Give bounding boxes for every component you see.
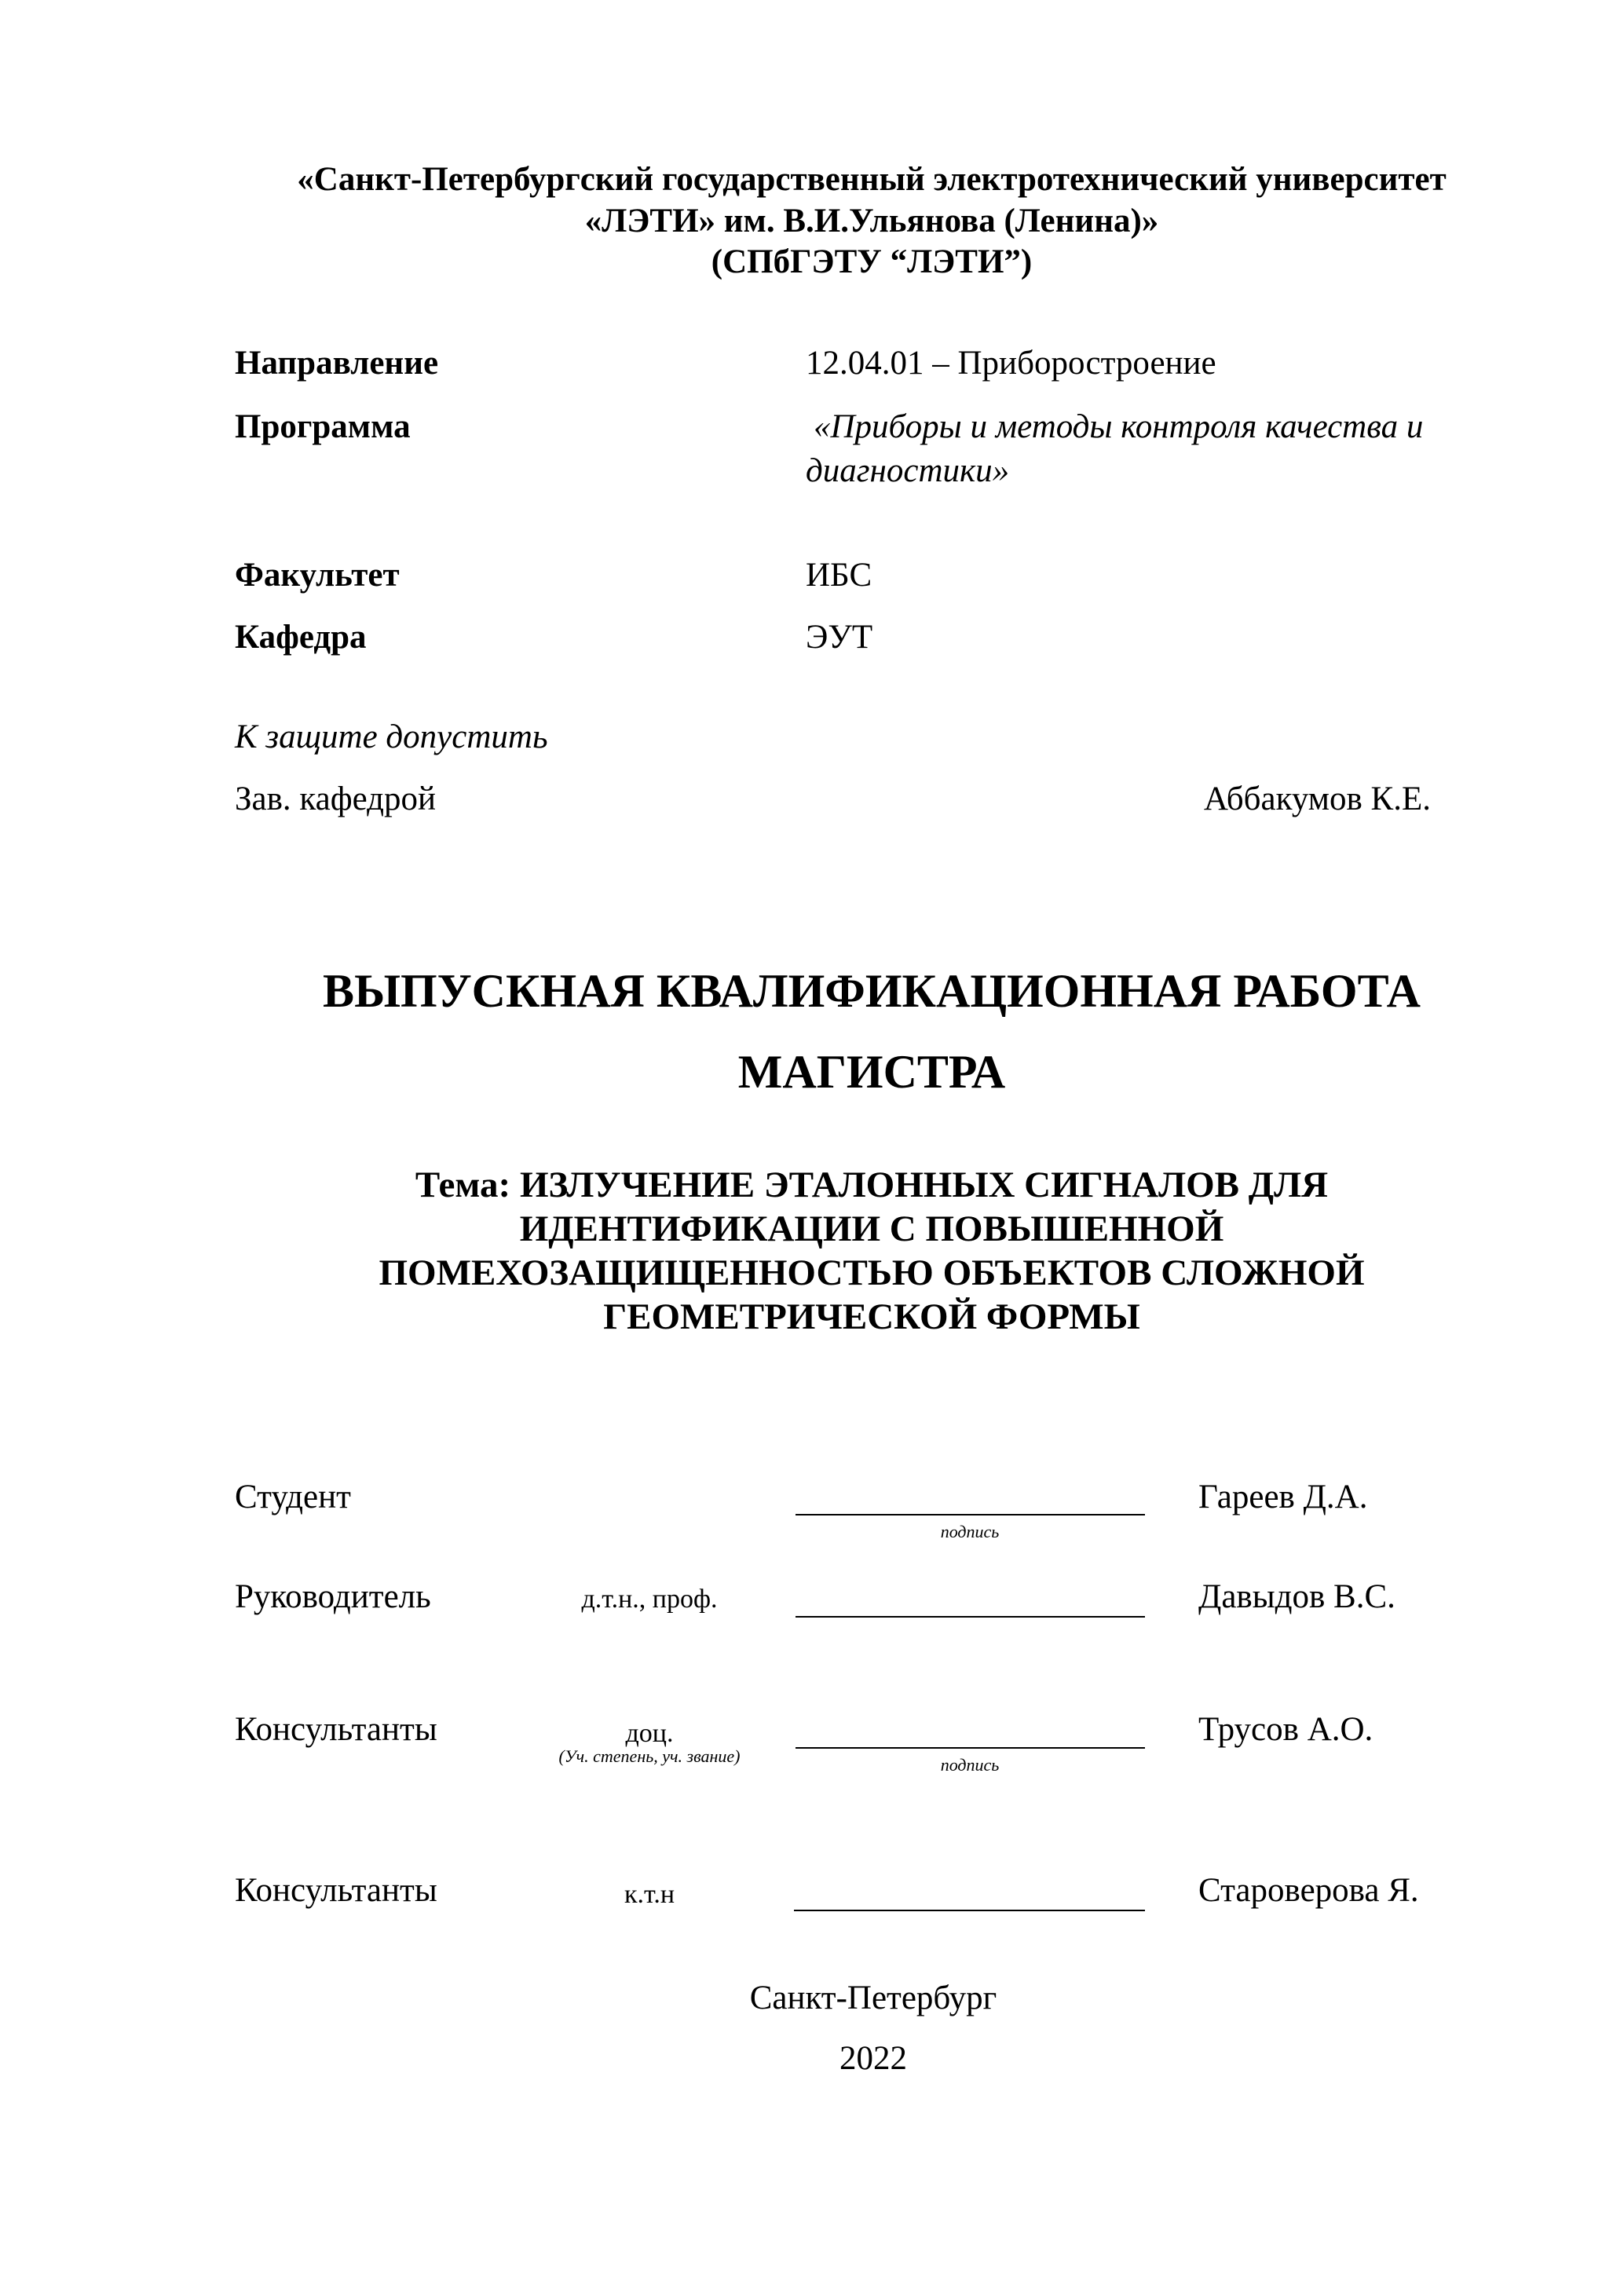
department-value: ЭУТ xyxy=(806,619,873,656)
admit-text: К защите допустить xyxy=(235,718,548,755)
signature-line xyxy=(796,1747,1145,1749)
city: Санкт-Петербург xyxy=(749,1980,997,2016)
topic-line3: ПОМЕХОЗАЩИЩЕННОСТЬЮ ОБЪЕКТОВ СЛОЖНОЙ xyxy=(379,1252,1365,1293)
signature-name: Трусов А.О. xyxy=(1198,1711,1373,1748)
signature-name: Гареев Д.А. xyxy=(1198,1479,1368,1515)
title-line2: МАГИСТРА xyxy=(737,1046,1006,1098)
direction-value: 12.04.01 – Приборостроение xyxy=(806,345,1216,382)
signature-hint: подпись xyxy=(940,1755,1000,1775)
faculty-value: ИБС xyxy=(806,557,872,594)
signature-degree: д.т.н., проф. xyxy=(581,1585,718,1614)
direction-label: Направление xyxy=(235,345,439,382)
program-value-line2: диагностики» xyxy=(806,452,1010,489)
topic-line4: ГЕОМЕТРИЧЕСКОЙ ФОРМЫ xyxy=(603,1296,1140,1337)
signature-role: Консультанты xyxy=(235,1711,437,1748)
department-label: Кафедра xyxy=(235,619,367,656)
program-value-line1: «Приборы и методы контроля качества и xyxy=(814,408,1424,445)
signature-line xyxy=(794,1910,1145,1911)
signature-line xyxy=(796,1616,1145,1618)
signature-role: Консультанты xyxy=(235,1872,437,1909)
signature-line xyxy=(796,1514,1145,1515)
topic-line2: ИДЕНТИФИКАЦИИ С ПОВЫШЕННОЙ xyxy=(519,1208,1224,1249)
signature-degree: доц. xyxy=(625,1719,674,1748)
head-label: Зав. кафедрой xyxy=(235,781,437,817)
university-name-line2: «ЛЭТИ» им. В.И.Ульянова (Ленина)» xyxy=(584,203,1159,239)
signature-role: Руководитель xyxy=(235,1578,431,1615)
signature-degree-hint: (Уч. степень, уч. звание) xyxy=(558,1746,741,1766)
signature-name: Давыдов В.С. xyxy=(1198,1578,1395,1615)
program-label: Программа xyxy=(235,408,411,445)
signature-name: Староверова Я. xyxy=(1198,1872,1419,1909)
title-line1: ВЫПУСКНАЯ КВАЛИФИКАЦИОННАЯ РАБОТА xyxy=(323,965,1421,1017)
head-name: Аббакумов К.Е. xyxy=(1203,781,1431,817)
faculty-label: Факультет xyxy=(235,557,400,594)
signature-hint: подпись xyxy=(940,1522,1000,1541)
topic-line1: Тема: ИЗЛУЧЕНИЕ ЭТАЛОННЫХ СИГНАЛОВ ДЛЯ xyxy=(415,1164,1329,1205)
signature-role: Студент xyxy=(235,1479,351,1515)
year: 2022 xyxy=(839,2040,907,2077)
university-abbr: (СПбГЭТУ “ЛЭТИ”) xyxy=(711,243,1033,280)
signature-degree: к.т.н xyxy=(624,1880,675,1909)
university-name-line1: «Санкт-Петербургский государственный электротехнический университет xyxy=(297,161,1447,198)
